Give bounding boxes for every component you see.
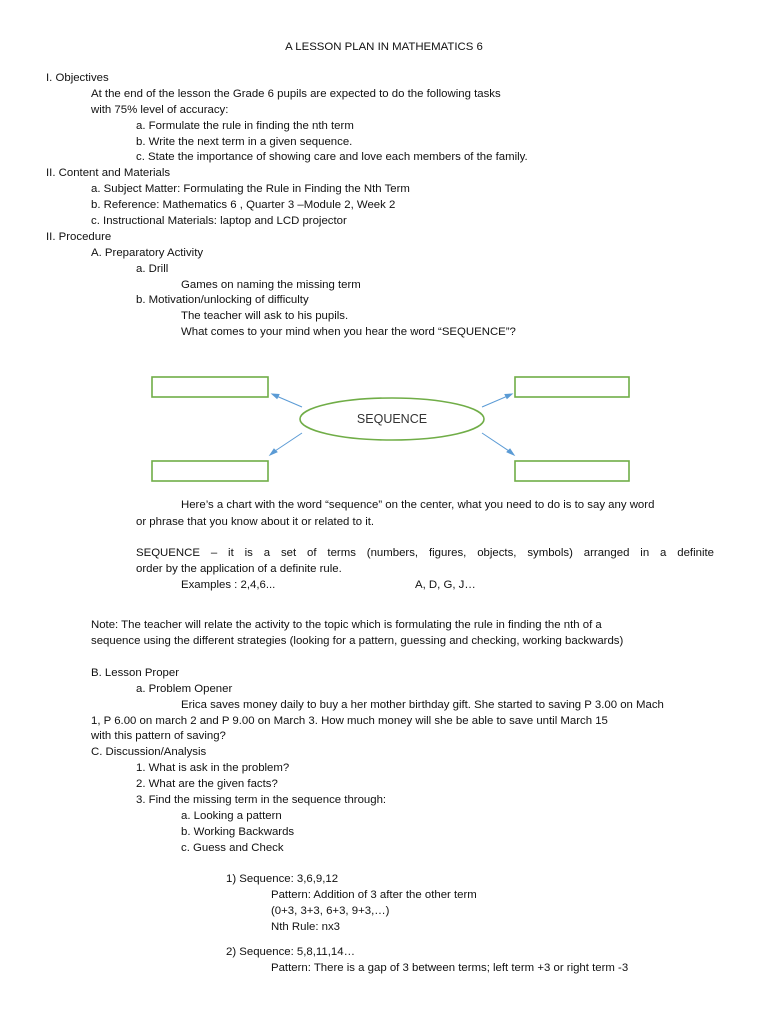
content-item: a. Subject Matter: Formulating the Rule in Finding the Nth Term <box>91 183 410 195</box>
drill-text: Games on naming the missing term <box>181 279 361 291</box>
sequence-1-detail: (0+3, 3+3, 6+3, 9+3,…) <box>271 905 390 917</box>
motivation-label: b. Motivation/unlocking of difficulty <box>136 294 309 306</box>
sequence-concept-map <box>140 365 640 490</box>
center-label: SEQUENCE <box>356 412 428 426</box>
content-item: c. Instructional Materials: laptop and LCD projector <box>91 215 347 227</box>
objectives-intro-line-2: with 75% level of accuracy: <box>91 104 229 116</box>
chart-explanation-line-2: or phrase that you know about it or related to it. <box>136 516 375 528</box>
problem-line-1: Erica saves money daily to buy a her mother birthday gift. She started to saving P 3.00 on Mach <box>181 699 664 711</box>
problem-line-3: with this pattern of saving? <box>91 730 226 742</box>
arrowhead-top-left <box>272 394 279 399</box>
answer-box-top-left <box>152 377 268 397</box>
sequence-2-label: 2) Sequence: 5,8,11,14… <box>226 946 355 958</box>
motivation-line-1: The teacher will ask to his pupils. <box>181 310 349 322</box>
objective-item: c. State the importance of showing care and love each members of the family. <box>136 151 528 163</box>
arrow-bottom-left <box>272 433 302 453</box>
content-heading: II. Content and Materials <box>46 167 171 179</box>
discussion-question: 3. Find the missing term in the sequence through: <box>136 794 387 806</box>
objective-item: b. Write the next term in a given sequence. <box>136 136 353 148</box>
objectives-intro-line-1: At the end of the lesson the Grade 6 pupils are expected to do the following tasks <box>91 88 501 100</box>
answer-box-top-right <box>515 377 629 397</box>
objective-item: a. Formulate the rule in finding the nth term <box>136 120 354 132</box>
arrow-bottom-right <box>482 433 512 453</box>
definition-line-1: SEQUENCE – it is a set of terms (numbers, figures, objects, symbols) arranged in a definite <box>136 547 714 559</box>
arrowhead-top-right <box>505 394 512 399</box>
discussion-question: 1. What is ask in the problem? <box>136 762 290 774</box>
motivation-line-2: What comes to your mind when you hear the word “SEQUENCE”? <box>181 326 516 338</box>
note-line-2: sequence using the different strategies (looking for a pattern, guessing and checking, working backwards) <box>91 635 624 647</box>
problem-line-2: 1, P 6.00 on march 2 and P 9.00 on March 3. How much money will she be able to save until March 15 <box>91 715 608 727</box>
sequence-1-label: 1) Sequence: 3,6,9,12 <box>226 873 339 885</box>
content-item: b. Reference: Mathematics 6 , Quarter 3 –Module 2, Week 2 <box>91 199 396 211</box>
problem-opener-label: a. Problem Opener <box>136 683 233 695</box>
discussion-question: 2. What are the given facts? <box>136 778 278 790</box>
definition-line-2: order by the application of a definite rule. <box>136 563 342 575</box>
chart-explanation-line-1: Here’s a chart with the word “sequence” on the center, what you need to do is to say any word <box>181 499 655 511</box>
lesson-proper-heading: B. Lesson Proper <box>91 667 180 679</box>
preparatory-activity-heading: A. Preparatory Activity <box>91 247 204 259</box>
strategy-item: c. Guess and Check <box>181 842 284 854</box>
sequence-2-pattern: Pattern: There is a gap of 3 between terms; left term +3 or right term -3 <box>271 962 629 974</box>
page-title: A LESSON PLAN IN MATHEMATICS 6 <box>285 41 483 53</box>
sequence-1-pattern: Pattern: Addition of 3 after the other term <box>271 889 477 901</box>
discussion-heading: C. Discussion/Analysis <box>91 746 207 758</box>
examples-letters: A, D, G, J… <box>415 579 476 591</box>
note-line-1: Note: The teacher will relate the activity to the topic which is formulating the rule in finding the nth of a <box>91 619 602 631</box>
sequence-1-rule: Nth Rule: nx3 <box>271 921 341 933</box>
procedure-heading: II. Procedure <box>46 231 112 243</box>
drill-label: a. Drill <box>136 263 169 275</box>
objectives-heading: I. Objectives <box>46 72 109 84</box>
strategy-item: a. Looking a pattern <box>181 810 282 822</box>
answer-box-bottom-right <box>515 461 629 481</box>
answer-box-bottom-left <box>152 461 268 481</box>
examples-numeric: Examples : 2,4,6... <box>181 579 276 591</box>
strategy-item: b. Working Backwards <box>181 826 295 838</box>
